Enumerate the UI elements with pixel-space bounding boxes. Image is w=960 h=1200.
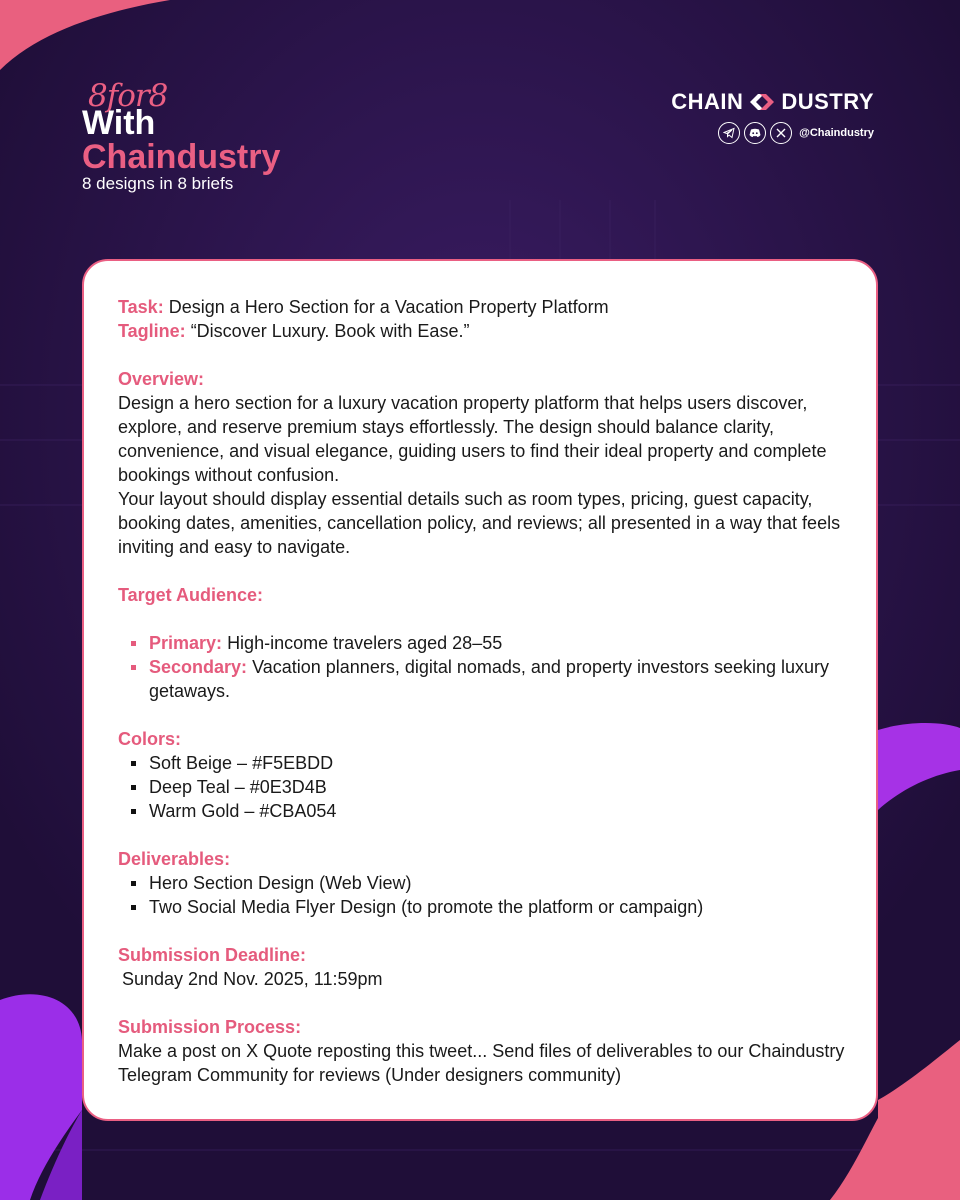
- campaign-script: 8for8: [88, 78, 168, 114]
- brand-logo: [659, 88, 874, 116]
- deliverables-heading: Deliverables:: [118, 849, 231, 869]
- overview-paragraph-1: Design a hero section for a luxury vacation property platform that helps users discover, explore, and reserve premium stays effortlessly. The design should balance clarity, convenience, and visual elegance, guiding users to find their ideal property and complete bookings without confusion.: [118, 393, 827, 485]
- social-handle[interactable]: @Chaindustry: [799, 127, 874, 139]
- audience-list: [118, 631, 848, 703]
- process-heading: Submission Process:: [118, 1017, 302, 1037]
- campaign-subtitle: 8 designs in 8 briefs: [82, 174, 234, 193]
- logo-text-right: DUSTRY: [781, 89, 874, 114]
- discord-icon[interactable]: [744, 122, 766, 144]
- audience-heading: Target Audience:: [118, 585, 264, 605]
- logo-text-left: CHAIN: [671, 89, 744, 114]
- list-item: Hero Section Design (Web View): [118, 871, 848, 895]
- overview-paragraph-2: Your layout should display essential details such as room types, pricing, guest capacity, booking dates, amenities, cancellation policy, and reviews; all presented in a way that feels inviting and easy to navigate.: [118, 489, 841, 557]
- tagline-line: [118, 319, 848, 343]
- process-text: Make a post on X Quote reposting this tweet... Send files of deliverables to our Chaindustry Telegram Community for reviews (Under designers community): [118, 1041, 845, 1085]
- audience-primary-label: Primary:: [149, 633, 223, 653]
- deadline-section: [118, 943, 848, 991]
- telegram-icon[interactable]: [718, 122, 740, 144]
- campaign-with: With: [82, 104, 156, 142]
- task-label: Task:: [118, 297, 164, 317]
- deliverables-section: [118, 847, 848, 919]
- audience-primary-text: High-income travelers aged 28–55: [227, 633, 503, 653]
- chain-link-icon: [746, 90, 778, 114]
- social-links: [659, 122, 874, 144]
- colors-list: [118, 751, 848, 823]
- audience-secondary-label: Secondary:: [149, 657, 248, 677]
- deliverables-list: [118, 871, 848, 919]
- deadline-text: Sunday 2nd Nov. 2025, 11:59pm: [122, 969, 383, 989]
- overview-section: [118, 367, 848, 559]
- audience-secondary-text: Vacation planners, digital nomads, and property investors seeking luxury getaways.: [149, 657, 830, 701]
- x-icon[interactable]: [770, 122, 792, 144]
- process-section: [118, 1015, 848, 1087]
- list-item: Two Social Media Flyer Design (to promote the platform or campaign): [118, 895, 848, 919]
- colors-section: [118, 727, 848, 823]
- brief-content: [118, 295, 848, 1087]
- list-item: [118, 631, 848, 655]
- tagline-text: “Discover Luxury. Book with Ease.”: [190, 321, 470, 341]
- campaign-title: [82, 80, 280, 194]
- task-text: Design a Hero Section for a Vacation Property Platform: [168, 297, 609, 317]
- task-line: [118, 295, 848, 319]
- campaign-brand: Chaindustry: [82, 138, 281, 176]
- overview-heading: Overview:: [118, 369, 205, 389]
- list-item: Deep Teal – #0E3D4B: [118, 775, 848, 799]
- tagline-label: Tagline:: [118, 321, 186, 341]
- colors-heading: Colors:: [118, 729, 181, 749]
- audience-section: [118, 583, 848, 703]
- brief-card: [82, 259, 878, 1121]
- list-item: Soft Beige – #F5EBDD: [118, 751, 848, 775]
- list-item: Warm Gold – #CBA054: [118, 799, 848, 823]
- brand-header: [659, 88, 874, 144]
- list-item: [118, 655, 848, 703]
- deadline-heading: Submission Deadline:: [118, 945, 307, 965]
